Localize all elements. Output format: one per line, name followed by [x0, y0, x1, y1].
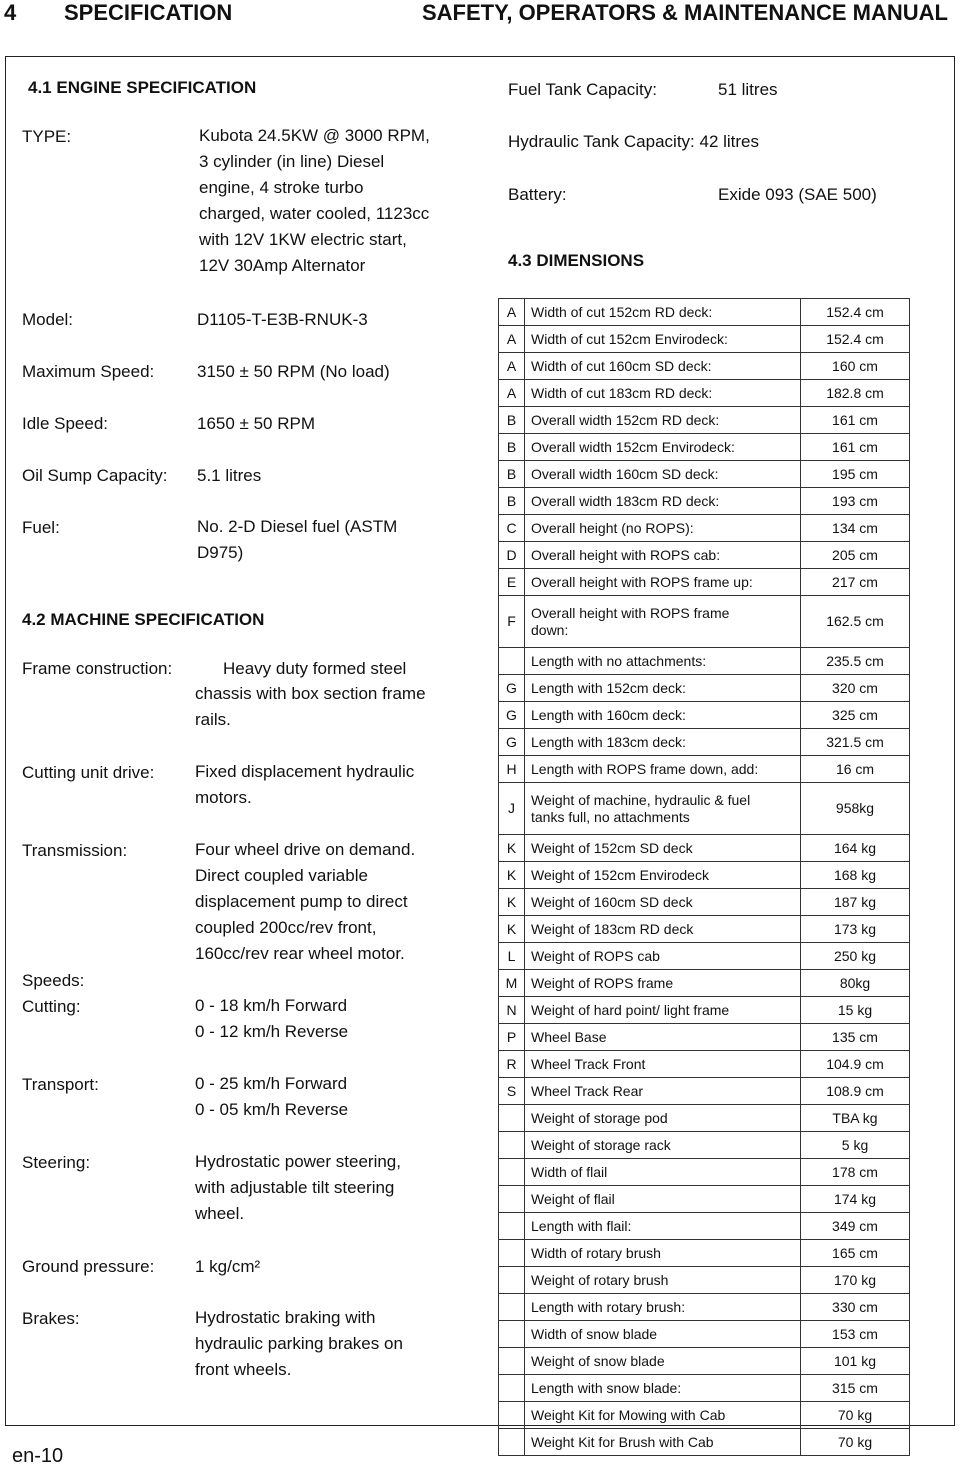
- dimension-description: Overall height (no ROPS):: [525, 515, 801, 542]
- dimension-description: Weight of ROPS cab: [525, 943, 801, 970]
- dimension-row: [499, 1321, 910, 1348]
- dimension-letter: [499, 1240, 525, 1267]
- fuel-tank-value: 51 litres: [718, 80, 778, 99]
- dimension-description: Width of flail: [525, 1159, 801, 1186]
- dimension-letter: [499, 1159, 525, 1186]
- dimension-letter: G: [499, 702, 525, 729]
- dimension-value: 187 kg: [801, 889, 910, 916]
- section-number: 4: [4, 0, 17, 25]
- dimension-value: 104.9 cm: [801, 1051, 910, 1078]
- dimension-description: Weight of snow blade: [525, 1348, 801, 1375]
- speeds-label: Speeds:: [22, 971, 85, 990]
- dimension-value: 70 kg: [801, 1402, 910, 1429]
- dimension-description: Width of cut 183cm RD deck:: [525, 380, 801, 407]
- dimension-value: 182.8 cm: [801, 380, 910, 407]
- dimension-value: 162.5 cm: [801, 596, 910, 648]
- page-number: en-10: [12, 1445, 64, 1467]
- dimension-letter: [499, 1105, 525, 1132]
- dimension-row: [499, 461, 910, 488]
- dimension-row: [499, 783, 910, 835]
- transport-speed-value: 0 - 25 km/h Forward 0 - 05 km/h Reverse: [195, 1074, 349, 1119]
- dimension-value: 108.9 cm: [801, 1078, 910, 1105]
- dimension-value: 217 cm: [801, 569, 910, 596]
- dimension-value: 205 cm: [801, 542, 910, 569]
- dimension-description: Length with 183cm deck:: [525, 729, 801, 756]
- dimension-row: [499, 1429, 910, 1456]
- dimension-value: 70 kg: [801, 1429, 910, 1456]
- dimension-row: [499, 1348, 910, 1375]
- dimension-letter: K: [499, 889, 525, 916]
- dimension-description: Weight of ROPS frame: [525, 970, 801, 997]
- dimension-description: Width of cut 152cm RD deck:: [525, 299, 801, 326]
- dimension-row: [499, 1078, 910, 1105]
- dimension-letter: G: [499, 675, 525, 702]
- dimension-row: [499, 353, 910, 380]
- manual-title: SAFETY, OPERATORS & MAINTENANCE MANUAL: [422, 0, 948, 25]
- dimension-letter: [499, 1186, 525, 1213]
- dimension-value: 164 kg: [801, 835, 910, 862]
- dimension-row: [499, 1375, 910, 1402]
- dimension-description: Weight of 160cm SD deck: [525, 889, 801, 916]
- dimension-row: [499, 488, 910, 515]
- dimension-letter: F: [499, 596, 525, 648]
- dimension-row: [499, 702, 910, 729]
- dimension-row: [499, 1159, 910, 1186]
- section-title: SPECIFICATION: [64, 0, 233, 25]
- dimension-row: [499, 515, 910, 542]
- dimension-description: Width of cut 152cm Envirodeck:: [525, 326, 801, 353]
- dimension-row: [499, 675, 910, 702]
- dimension-description: Length with 152cm deck:: [525, 675, 801, 702]
- dimension-value: 195 cm: [801, 461, 910, 488]
- dimension-letter: R: [499, 1051, 525, 1078]
- dimension-letter: [499, 1267, 525, 1294]
- dimension-row: [499, 1267, 910, 1294]
- dimension-letter: G: [499, 729, 525, 756]
- dimensions-table-body: [499, 299, 910, 1456]
- dimension-description: Overall height with ROPS cab:: [525, 542, 801, 569]
- dimension-row: [499, 380, 910, 407]
- dimension-letter: [499, 1294, 525, 1321]
- dimension-value: 325 cm: [801, 702, 910, 729]
- dimension-row: [499, 1213, 910, 1240]
- dimension-description: Overall height with ROPS frame down:: [525, 596, 801, 648]
- dimension-value: 193 cm: [801, 488, 910, 515]
- battery-value: Exide 093 (SAE 500): [718, 185, 877, 204]
- oil-sump-label: Oil Sump Capacity:: [22, 466, 168, 485]
- dimension-letter: A: [499, 380, 525, 407]
- battery-label: Battery:: [508, 185, 567, 204]
- ground-pressure-value: 1 kg/cm²: [195, 1257, 261, 1276]
- dimension-letter: [499, 1213, 525, 1240]
- dimension-letter: [499, 1348, 525, 1375]
- transport-speed-label: Transport:: [22, 1075, 99, 1094]
- dimension-description: Length with rotary brush:: [525, 1294, 801, 1321]
- dimension-letter: K: [499, 916, 525, 943]
- dimension-letter: P: [499, 1024, 525, 1051]
- dimension-value: 16 cm: [801, 756, 910, 783]
- dimension-row: [499, 943, 910, 970]
- dimension-description: Wheel Track Front: [525, 1051, 801, 1078]
- engine-heading: 4.1 ENGINE SPECIFICATION: [28, 78, 257, 97]
- dimension-letter: [499, 1132, 525, 1159]
- dimension-row: [499, 970, 910, 997]
- dimension-description: Overall width 183cm RD deck:: [525, 488, 801, 515]
- dimension-row: [499, 1402, 910, 1429]
- dimension-value: 321.5 cm: [801, 729, 910, 756]
- dimension-letter: A: [499, 353, 525, 380]
- dimension-row: [499, 407, 910, 434]
- dimension-row: [499, 835, 910, 862]
- dimension-value: 160 cm: [801, 353, 910, 380]
- dimension-value: 250 kg: [801, 943, 910, 970]
- dimension-value: TBA kg: [801, 1105, 910, 1132]
- dimension-row: [499, 1240, 910, 1267]
- dimension-row: [499, 648, 910, 675]
- dimension-letter: L: [499, 943, 525, 970]
- dimension-description: Wheel Track Rear: [525, 1078, 801, 1105]
- dimension-letter: M: [499, 970, 525, 997]
- dimension-description: Weight of 152cm SD deck: [525, 835, 801, 862]
- dimension-description: Width of cut 160cm SD deck:: [525, 353, 801, 380]
- dimension-value: 161 cm: [801, 407, 910, 434]
- dimension-description: Length with no attachments:: [525, 648, 801, 675]
- dimension-row: [499, 862, 910, 889]
- dimension-row: [499, 916, 910, 943]
- dimension-value: 178 cm: [801, 1159, 910, 1186]
- dimension-letter: N: [499, 997, 525, 1024]
- frame-construction-label: Frame construction:: [22, 659, 173, 678]
- dimension-description: Overall width 160cm SD deck:: [525, 461, 801, 488]
- dimension-letter: E: [499, 569, 525, 596]
- dimension-description: Weight of rotary brush: [525, 1267, 801, 1294]
- frame-construction-value-1: Heavy duty formed steel: [223, 659, 407, 678]
- dimension-letter: [499, 1402, 525, 1429]
- dimension-row: [499, 997, 910, 1024]
- dimension-row: [499, 326, 910, 353]
- dimension-letter: K: [499, 862, 525, 889]
- brakes-value: Hydrostatic braking with hydraulic parking brakes on front wheels.: [195, 1308, 403, 1379]
- fuel-tank-label: Fuel Tank Capacity:: [508, 80, 657, 99]
- dimension-row: [499, 299, 910, 326]
- frame-construction-value-2: chassis with box section frame rails.: [195, 684, 426, 729]
- dimension-letter: [499, 1429, 525, 1456]
- dimension-description: Overall width 152cm Envirodeck:: [525, 434, 801, 461]
- oil-sump-value: 5.1 litres: [197, 466, 262, 485]
- dimension-value: 153 cm: [801, 1321, 910, 1348]
- type-value: Kubota 24.5KW @ 3000 RPM, 3 cylinder (in line) Diesel engine, 4 stroke turbo charged, water cooled, 1123cc with 12V 1KW electric start, 12V 30Amp Alternator: [199, 126, 430, 275]
- dimension-value: 170 kg: [801, 1267, 910, 1294]
- dimension-letter: B: [499, 488, 525, 515]
- dimension-description: Width of snow blade: [525, 1321, 801, 1348]
- dimension-value: 135 cm: [801, 1024, 910, 1051]
- cutting-speed-label: Cutting:: [22, 997, 81, 1016]
- dimension-value: 958kg: [801, 783, 910, 835]
- dimension-description: Weight of storage pod: [525, 1105, 801, 1132]
- type-label: TYPE:: [22, 127, 72, 146]
- dimension-value: 101 kg: [801, 1348, 910, 1375]
- dimension-value: 173 kg: [801, 916, 910, 943]
- dimension-description: Length with 160cm deck:: [525, 702, 801, 729]
- dimension-value: 161 cm: [801, 434, 910, 461]
- dimension-row: [499, 729, 910, 756]
- dimension-value: 5 kg: [801, 1132, 910, 1159]
- dimension-value: 320 cm: [801, 675, 910, 702]
- dimension-description: Weight of machine, hydraulic & fuel tanks full, no attachments: [525, 783, 801, 835]
- steering-label: Steering:: [22, 1153, 91, 1172]
- dimension-value: 330 cm: [801, 1294, 910, 1321]
- dimension-letter: A: [499, 299, 525, 326]
- machine-heading: 4.2 MACHINE SPECIFICATION: [22, 610, 265, 629]
- fuel-label: Fuel:: [22, 518, 60, 537]
- idle-speed-value: 1650 ± 50 RPM: [197, 414, 316, 433]
- dimension-description: Length with ROPS frame down, add:: [525, 756, 801, 783]
- model-label: Model:: [22, 310, 74, 329]
- dimension-row: [499, 1105, 910, 1132]
- steering-value: Hydrostatic power steering, with adjustable tilt steering wheel.: [195, 1152, 401, 1223]
- dimension-row: [499, 889, 910, 916]
- dimension-row: [499, 569, 910, 596]
- hydraulic-tank: Hydraulic Tank Capacity: 42 litres: [508, 132, 760, 151]
- dimension-value: 152.4 cm: [801, 299, 910, 326]
- dimension-letter: S: [499, 1078, 525, 1105]
- dimension-value: 15 kg: [801, 997, 910, 1024]
- dimension-description: Weight of hard point/ light frame: [525, 997, 801, 1024]
- dimension-row: [499, 1051, 910, 1078]
- dimension-letter: B: [499, 407, 525, 434]
- dimension-row: [499, 1186, 910, 1213]
- dimension-row: [499, 596, 910, 648]
- dimension-letter: C: [499, 515, 525, 542]
- dimension-description: Weight Kit for Mowing with Cab: [525, 1402, 801, 1429]
- dimension-letter: [499, 1375, 525, 1402]
- dimension-row: [499, 1024, 910, 1051]
- dimension-letter: J: [499, 783, 525, 835]
- dimension-description: Weight of 152cm Envirodeck: [525, 862, 801, 889]
- dimension-value: 168 kg: [801, 862, 910, 889]
- dimension-letter: A: [499, 326, 525, 353]
- dimension-letter: B: [499, 461, 525, 488]
- model-value: D1105-T-E3B-RNUK-3: [197, 310, 368, 329]
- dimension-value: 235.5 cm: [801, 648, 910, 675]
- ground-pressure-label: Ground pressure:: [22, 1257, 155, 1276]
- max-speed-value: 3150 ± 50 RPM (No load): [197, 362, 390, 381]
- cutting-speed-value: 0 - 18 km/h Forward 0 - 12 km/h Reverse: [195, 996, 349, 1041]
- dimension-description: Width of rotary brush: [525, 1240, 801, 1267]
- dimension-letter: [499, 648, 525, 675]
- dimension-letter: [499, 1321, 525, 1348]
- dimension-description: Overall width 152cm RD deck:: [525, 407, 801, 434]
- dimension-description: Weight of 183cm RD deck: [525, 916, 801, 943]
- dimension-description: Length with snow blade:: [525, 1375, 801, 1402]
- dimension-row: [499, 434, 910, 461]
- dimensions-heading: 4.3 DIMENSIONS: [508, 251, 645, 270]
- dimension-value: 80kg: [801, 970, 910, 997]
- dimension-description: Wheel Base: [525, 1024, 801, 1051]
- dimension-letter: H: [499, 756, 525, 783]
- dimension-row: [499, 1132, 910, 1159]
- transmission-label: Transmission:: [22, 841, 128, 860]
- dimension-value: 174 kg: [801, 1186, 910, 1213]
- dimension-row: [499, 1294, 910, 1321]
- brakes-label: Brakes:: [22, 1309, 80, 1328]
- dimension-description: Length with flail:: [525, 1213, 801, 1240]
- dimension-value: 165 cm: [801, 1240, 910, 1267]
- max-speed-label: Maximum Speed:: [22, 362, 155, 381]
- dimension-value: 315 cm: [801, 1375, 910, 1402]
- dimension-description: Weight of storage rack: [525, 1132, 801, 1159]
- dimensions-table: [498, 298, 910, 1456]
- transmission-value: Four wheel drive on demand. Direct coupled variable displacement pump to direct coupled 200cc/rev front, 160cc/rev rear wheel motor.: [195, 840, 416, 963]
- cutting-drive-label: Cutting unit drive:: [22, 763, 155, 782]
- dimension-description: Overall height with ROPS frame up:: [525, 569, 801, 596]
- dimension-letter: K: [499, 835, 525, 862]
- dimension-value: 152.4 cm: [801, 326, 910, 353]
- dimension-row: [499, 756, 910, 783]
- idle-speed-label: Idle Speed:: [22, 414, 109, 433]
- dimension-value: 134 cm: [801, 515, 910, 542]
- dimension-description: Weight of flail: [525, 1186, 801, 1213]
- dimension-description: Weight Kit for Brush with Cab: [525, 1429, 801, 1456]
- cutting-drive-value: Fixed displacement hydraulic motors.: [195, 762, 415, 807]
- fuel-value: No. 2-D Diesel fuel (ASTM D975): [197, 517, 398, 562]
- dimension-row: [499, 542, 910, 569]
- dimension-letter: D: [499, 542, 525, 569]
- dimension-letter: B: [499, 434, 525, 461]
- dimension-value: 349 cm: [801, 1213, 910, 1240]
